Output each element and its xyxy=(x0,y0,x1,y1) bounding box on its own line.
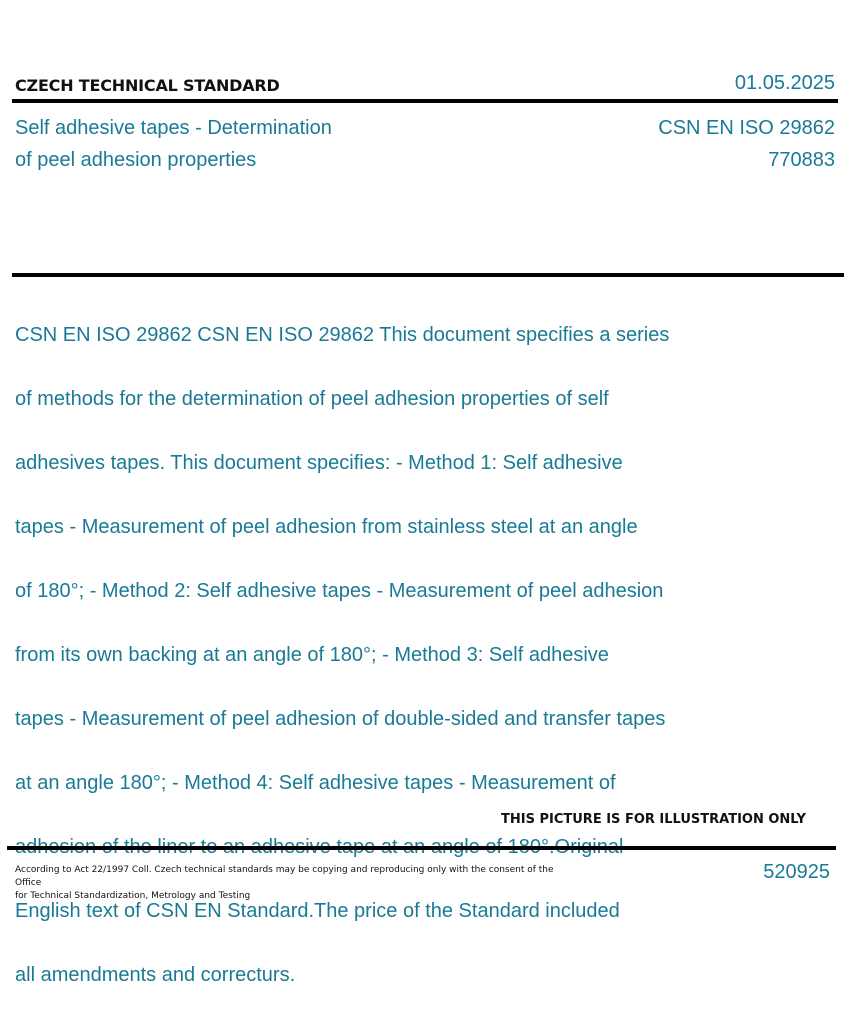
publication-date: 01.05.2025 xyxy=(734,72,835,94)
legal-line: According to Act 22/1997 Coll. Czech technical standards may be copying and reproducing only with the consent of the Office xyxy=(15,865,554,888)
footer-rule xyxy=(7,846,836,850)
footer-code: 520925 xyxy=(763,861,830,883)
description-line: of methods for the determination of peel adhesion properties of self xyxy=(15,388,609,410)
standard-title-line-2: of peel adhesion properties xyxy=(15,149,257,171)
legal-line: for Technical Standardization, Metrology and Testing xyxy=(15,891,251,901)
description-line: at an angle 180°; - Method 4: Self adhesive tapes - Measurement of xyxy=(15,772,616,794)
description-line: all amendments and correcturs. xyxy=(15,964,296,986)
standard-code: CSN EN ISO 29862 xyxy=(658,117,835,139)
description-line: tapes - Measurement of peel adhesion of double-sided and transfer tapes xyxy=(15,708,666,730)
description-line: tapes - Measurement of peel adhesion from stainless steel at an angle xyxy=(15,516,638,538)
description-line: adhesives tapes. This document specifies: - Method 1: Self adhesive xyxy=(15,452,623,474)
document-type-label: CZECH TECHNICAL STANDARD xyxy=(15,76,280,95)
legal-notice xyxy=(15,864,575,903)
description-line: of 180°; - Method 2: Self adhesive tapes - Measurement of peel adhesion xyxy=(15,580,664,602)
description-line: CSN EN ISO 29862 CSN EN ISO 29862 This document specifies a series xyxy=(15,324,670,346)
standard-description xyxy=(15,287,745,1023)
header-rule xyxy=(12,99,838,103)
catalog-number: 770883 xyxy=(768,149,835,171)
title-rule xyxy=(12,273,844,277)
description-line: from its own backing at an angle of 180°; - Method 3: Self adhesive xyxy=(15,644,609,666)
standard-title-line-1: Self adhesive tapes - Determination xyxy=(15,117,332,139)
description-line: English text of CSN EN Standard.The price of the Standard included xyxy=(15,900,620,922)
illustration-note: THIS PICTURE IS FOR ILLUSTRATION ONLY xyxy=(501,812,806,827)
